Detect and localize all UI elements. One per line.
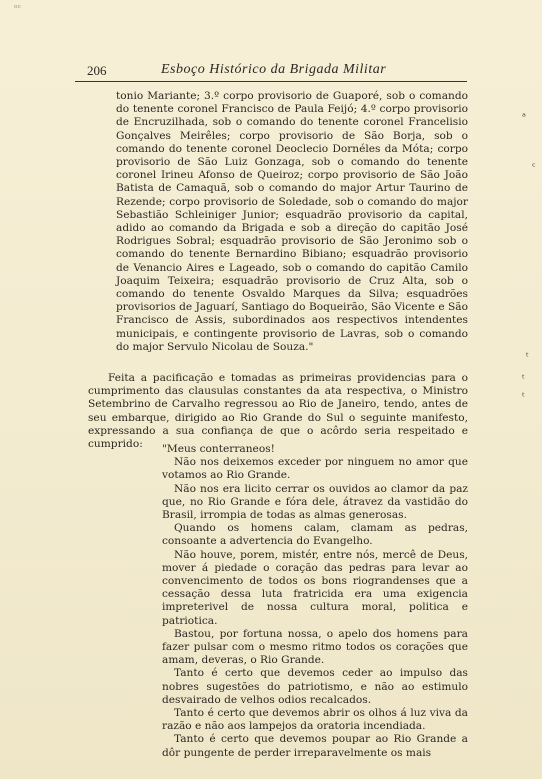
paragraph-text: Feita a pacificação e tomadas as primeiras providencias para o cumprimento das clausulas constantes da ata respectiva, o Ministro Setembrino de Carvalho regressou ao Rio de Janeiro, tendo, antes de seu embarque, dirigido ao Rio Grande do Sul o seguinte manifesto, expressando a sua confiança de que o acôrdo seria respeitado e cumprido: <box>88 372 468 451</box>
speech-line: Bastou, por fortuna nossa, o apelo dos homens para fazer pulsar com o mesmo ritmo todos os corações que amam, deveras, o Rio Grande. <box>162 627 468 667</box>
quote-text: tonio Mariante; 3.º corpo provisorio de Guaporé, sob o comando do tenente coronel Francisco de Paula Feijó; 4.º corpo provisorio de Encruzilhada, sob o comando do tenente coronel Francelisio Gonçalves Meirêles; corpo provisorio de São Borja, sob o comando do tenente coronel Deoclecio Dornéles da Móta; corpo provisorio de São Luiz Gonzaga, sob o comando do tenente coronel Irineu Afonso de Queiroz; corpo provisorio de São João Batista de Camaquã, sob o comando do major Artur Taurino de Rezende; corpo provisorio de Soledade, sob o comando do major Sebastião Schleiniger Junior; esquadrão provisorio da capital, adido ao comando da Brigada e sob a direção do capitão José Rodrigues Sobral; esquadrão provisorio de São Jeronimo sob o comando do tenente Bernardino Bibiano; esquadrão provisorio de Venancio Aires e Lageado, sob o comando do capitão Camilo Joaquim Teixeira; esquadrão provisorio de Cruz Alta, sob o comando do tenente Osvaldo Marques da Silva; esquadrões provisorios de Jaguarí, Santiago do Boqueirão, São Vicente e São Francisco de Assis, subordinados aos respectivos intendentes municipais, e contingente provisorio de Lavras, sob o comando do major Servulo Nicolau de Souza." <box>116 90 468 353</box>
speech-line: Não nos deixemos exceder por ninguem no amor que votamos ao Rio Grande. <box>162 456 468 482</box>
speech-line: Não houve, porem, mistér, entre nós, mercê de Deus, mover á piedade o coração das pedras para levar ao convencimento de todos os bons riograndenses que a cessação dessa luta fratricida era uma exigencia impreterivel de nossa cultura moral, politica e patriotica. <box>162 548 468 627</box>
speech-line: Tanto é certo que devemos poupar ao Rio Grande a dôr pungente de perder irreparavelmente os mais <box>162 733 468 759</box>
speech-line: Quando os homens calam, clamam as pedras, consoante a advertencia do Evangelho. <box>162 522 468 548</box>
page-number: 206 <box>87 63 107 78</box>
running-title: Esboço Histórico da Brigada Militar <box>161 62 387 77</box>
margin-mark: ᵃ <box>522 112 526 123</box>
speech-line: Tanto é certo que devemos abrir os olhos á luz viva da razão e não aos lampejos da oratoria incendiada. <box>162 707 468 733</box>
speech-line: "Meus conterraneos! <box>162 443 275 455</box>
margin-mark: ᵗ <box>526 352 529 363</box>
body-paragraph <box>88 372 468 451</box>
margin-mark: ᵗ <box>522 374 525 385</box>
corner-mark: ᵒᶜ <box>14 4 22 14</box>
margin-mark: ᵗ <box>522 392 525 403</box>
unit-list-quote <box>116 90 468 354</box>
speech-line: Tanto é certo que devemos ceder ao impulso das nobres sugestões do patriotismo, e não ao estimulo desvairado de velhos odios recalcados. <box>162 667 468 706</box>
page-header <box>75 61 467 82</box>
margin-mark: ᶜ <box>532 162 536 173</box>
speech-line: Não nos era licito cerrar os ouvidos ao clamor da paz que, no Rio Grande e fóra dele, átravez da vastidão do Brasil, irrompia de todas as almas generosas. <box>162 482 468 522</box>
manifesto-quote <box>162 443 468 760</box>
